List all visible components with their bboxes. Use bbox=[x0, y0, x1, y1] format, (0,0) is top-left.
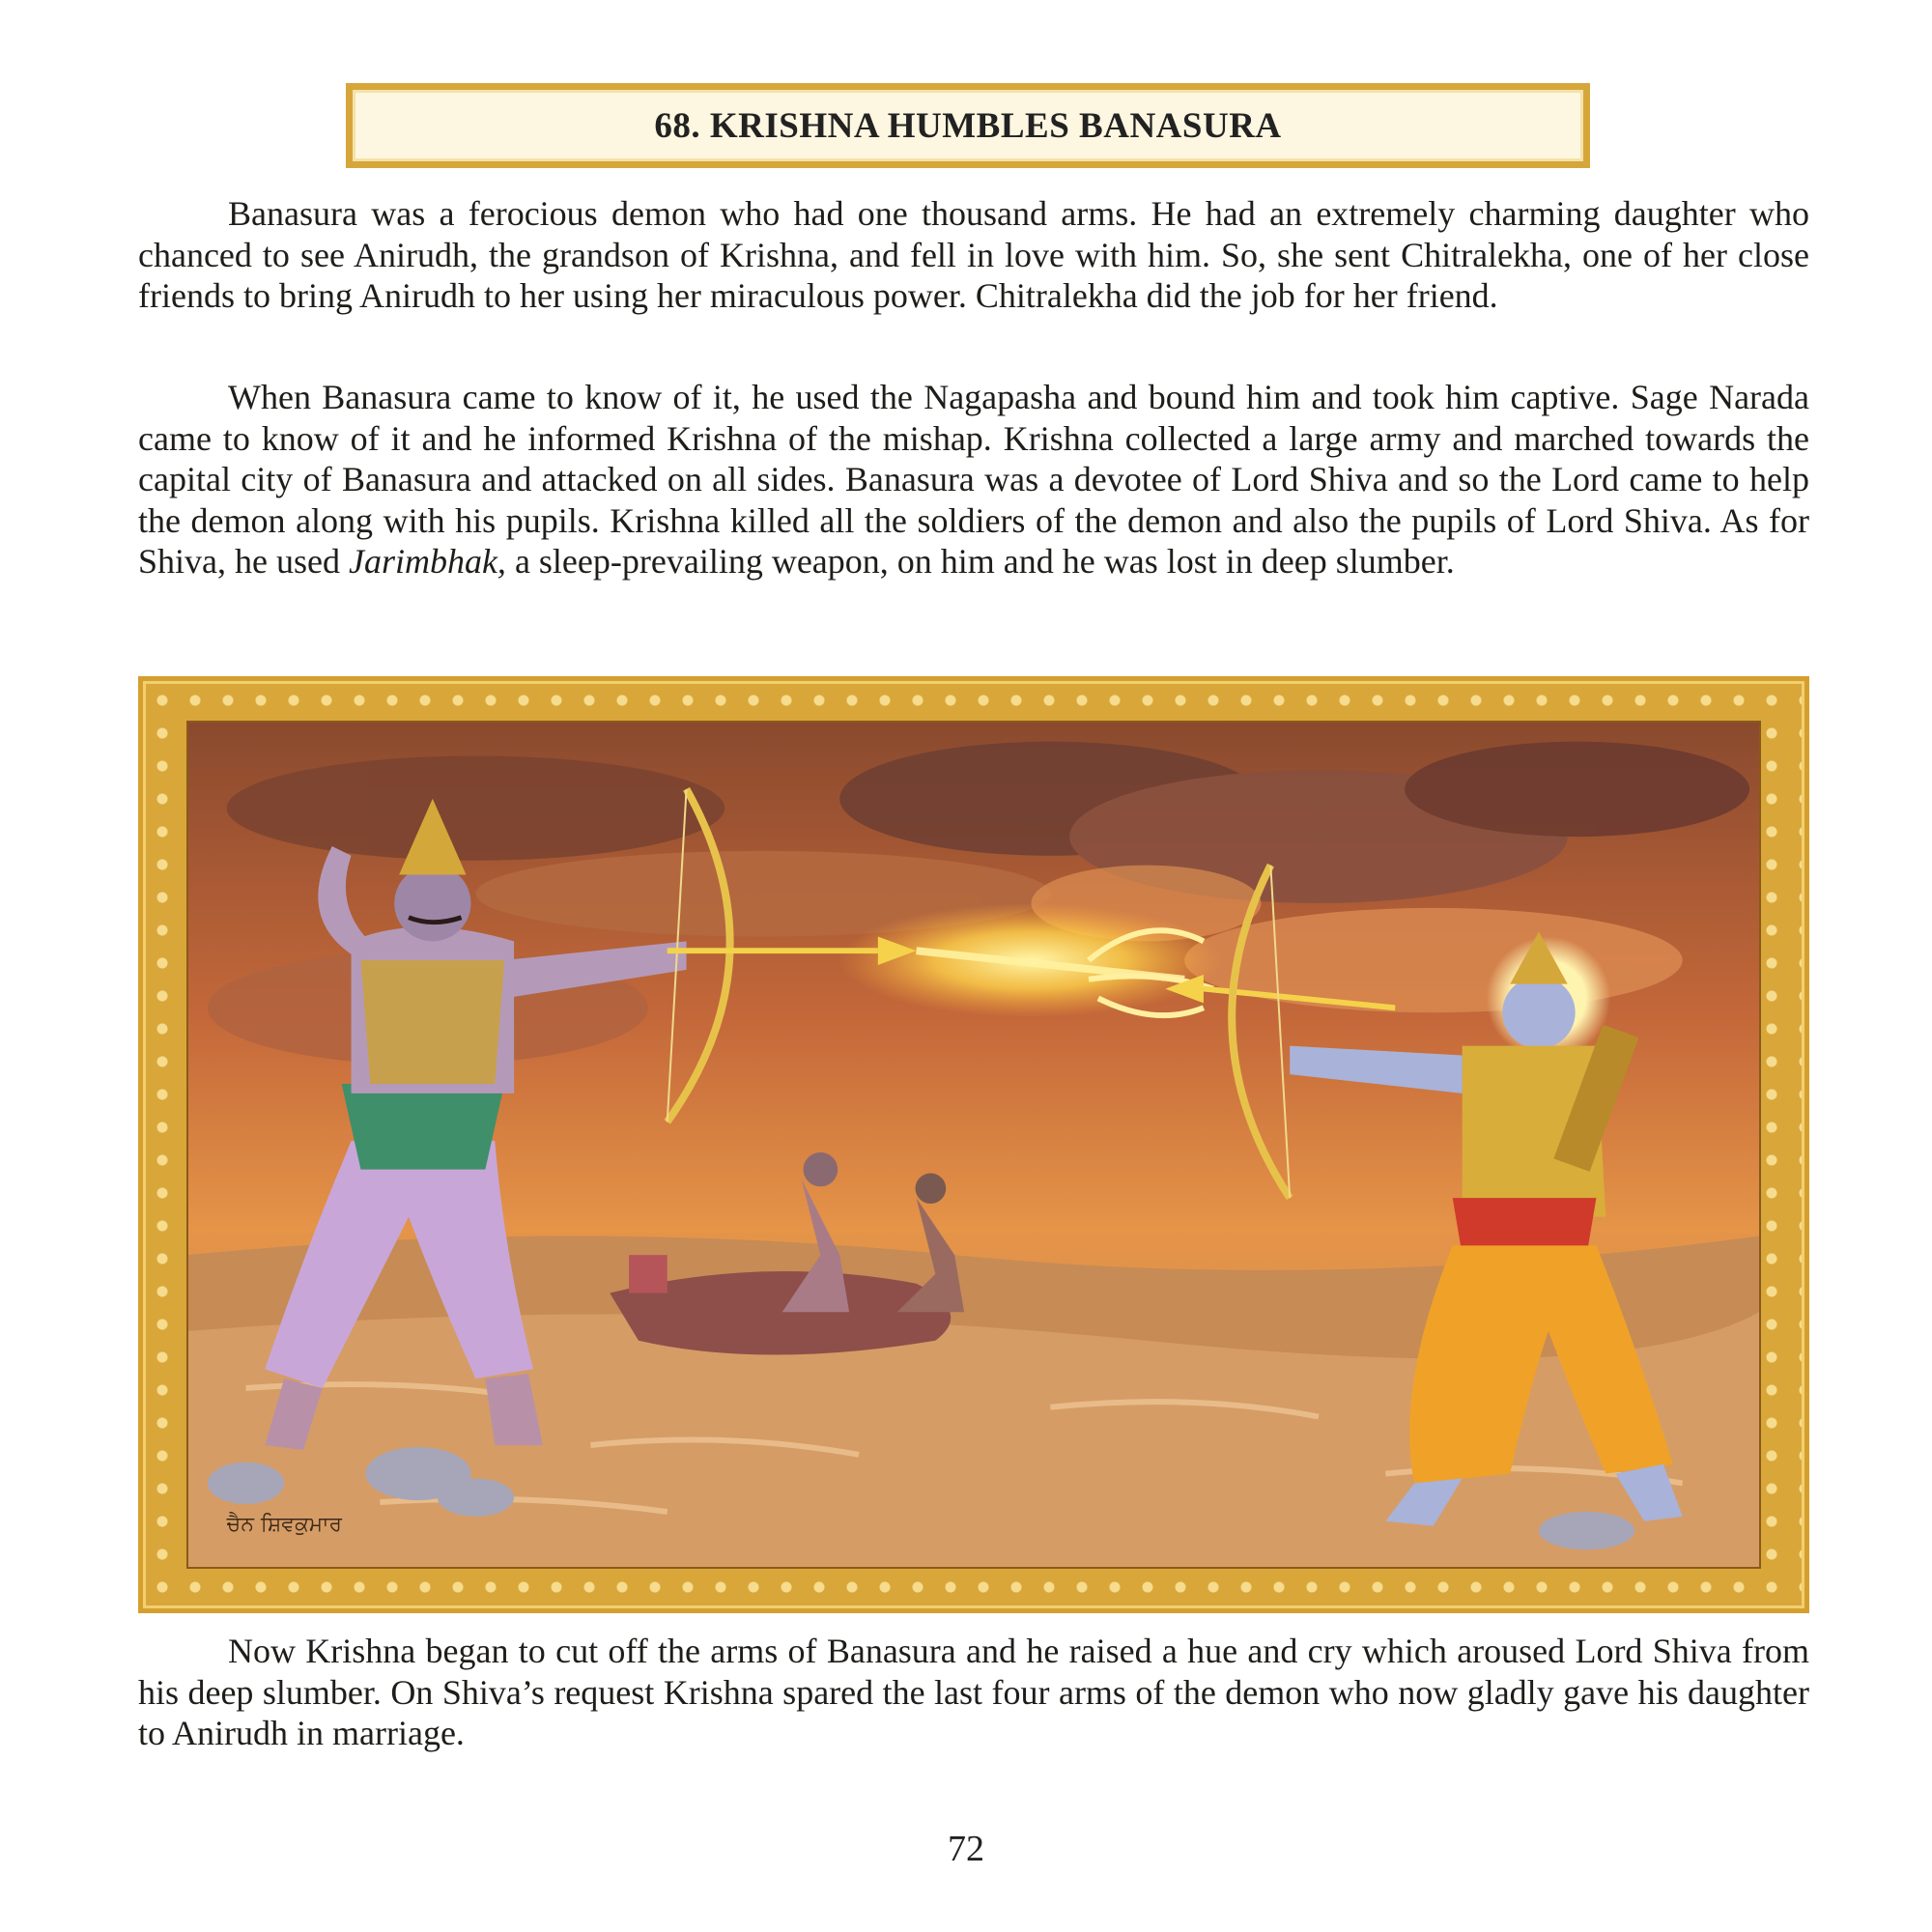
page-number: 72 bbox=[948, 1829, 984, 1869]
paragraph-2-text-a: When Banasura came to know of it, he used the Nagapasha and bound him and took him captive. Sage Narada came to know of it and he informed Krishna of the mishap. Krishna collected a large army and marched towards the capital city of Banasura and attacked on all sides. Banasura was a devotee of Lord Shiva and so the Lord came to help the demon along with his pupils. Krishna killed all the soldiers of the demon and also the pupils of Lord Shiva. As for Shiva, he used bbox=[138, 378, 1809, 581]
battle-painting bbox=[186, 721, 1761, 1569]
paragraph-2-text-b: a sleep-prevailing weapon, on him and he was lost in deep slumber. bbox=[505, 542, 1455, 581]
ornamental-border bbox=[143, 681, 1804, 1608]
weapon-name-italic: Jarimbhak, bbox=[348, 542, 506, 581]
paragraph-2 bbox=[138, 377, 1809, 582]
artist-signature: ਚੈਨ ਸ਼ਿਵਕੁਮਾਰ bbox=[226, 1512, 343, 1537]
title-banner-inner bbox=[353, 90, 1583, 161]
illustration-frame bbox=[138, 676, 1809, 1613]
title-banner bbox=[346, 83, 1590, 168]
paragraph-3: Now Krishna began to cut off the arms of Banasura and he raised a hue and cry which aroused Lord Shiva from his deep slumber. On Shiva’s request Krishna spared the last four arms of the demon who now gladly gave his daughter to Anirudh in marriage. bbox=[138, 1632, 1809, 1752]
paragraph-1: Banasura was a ferocious demon who had one thousand arms. He had an extremely charming daughter who chanced to see Anirudh, the grandson of Krishna, and fell in love with him. So, she sent Chitralekha, one of her close friends to bring Anirudh to her using her miraculous power. Chitralekha did the job for her friend. bbox=[138, 194, 1809, 315]
chapter-title: 68. KRISHNA HUMBLES BANASURA bbox=[654, 105, 1282, 146]
